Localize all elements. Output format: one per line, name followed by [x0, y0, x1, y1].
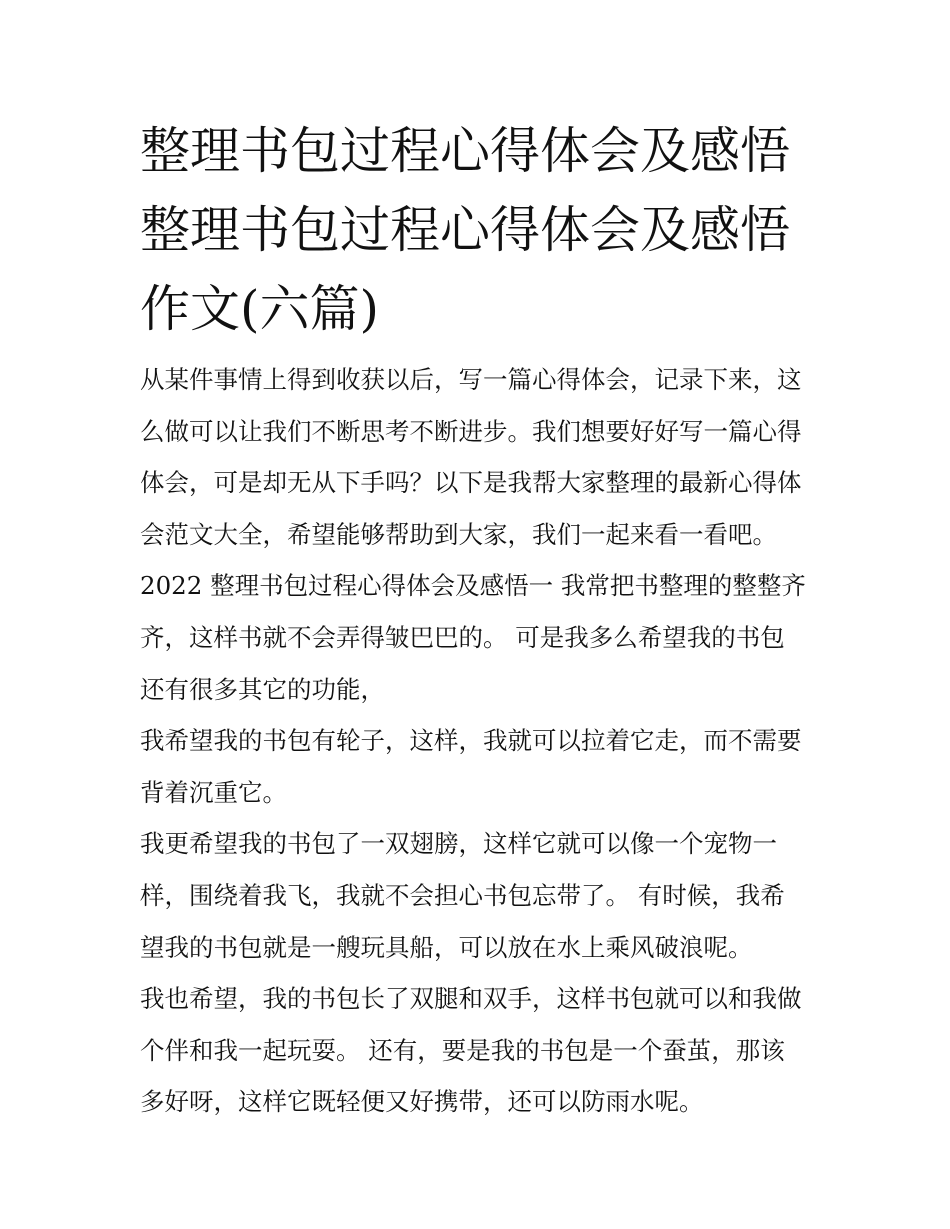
document-body	[140, 354, 830, 1128]
body-line: 2022 整理书包过程心得体会及感悟一 我常把书整理的整整齐	[140, 571, 806, 601]
body-line: 会范文大全，希望能够帮助到大家，我们一起来看一看吧。	[140, 519, 777, 549]
body-line: 多好呀，这样它既轻便又好携带，还可以防雨水呢。	[140, 1087, 704, 1117]
body-line: 从某件事情上得到收获以后，写一篇心得体会，记录下来，这	[140, 365, 802, 394]
body-line: 还有很多其它的功能，	[140, 674, 385, 704]
body-line: 背着沉重它。	[140, 777, 287, 807]
body-line: 齐，这样书就不会弄得皱巴巴的。 可是我多么希望我的书包	[140, 622, 785, 652]
body-line: 样，围绕着我飞，我就不会担心书包忘带了。 有时候，我希	[140, 880, 785, 910]
body-line: 望我的书包就是一艘玩具船，可以放在水上乘风破浪呢。	[140, 932, 753, 962]
title-line: 整理书包过程心得体会及感悟	[140, 122, 790, 180]
body-line: 体会，可是却无从下手吗？以下是我帮大家整理的最新心得体	[140, 468, 802, 498]
body-line: 我也希望，我的书包长了双腿和双手，这样书包就可以和我做	[140, 984, 802, 1014]
body-line: 个伴和我一起玩耍。 还有，要是我的书包是一个蚕茧，那该	[140, 1035, 785, 1065]
title-line: 作文(六篇)	[140, 280, 380, 338]
body-line: 我希望我的书包有轮子，这样，我就可以拉着它走，而不需要	[140, 726, 802, 756]
body-line: 么做可以让我们不断思考不断进步。我们想要好好写一篇心得	[140, 416, 802, 446]
document-title	[140, 112, 820, 349]
title-line: 整理书包过程心得体会及感悟	[140, 201, 790, 259]
body-line: 我更希望我的书包了一双翅膀，这样它就可以像一个宠物一	[140, 829, 777, 859]
